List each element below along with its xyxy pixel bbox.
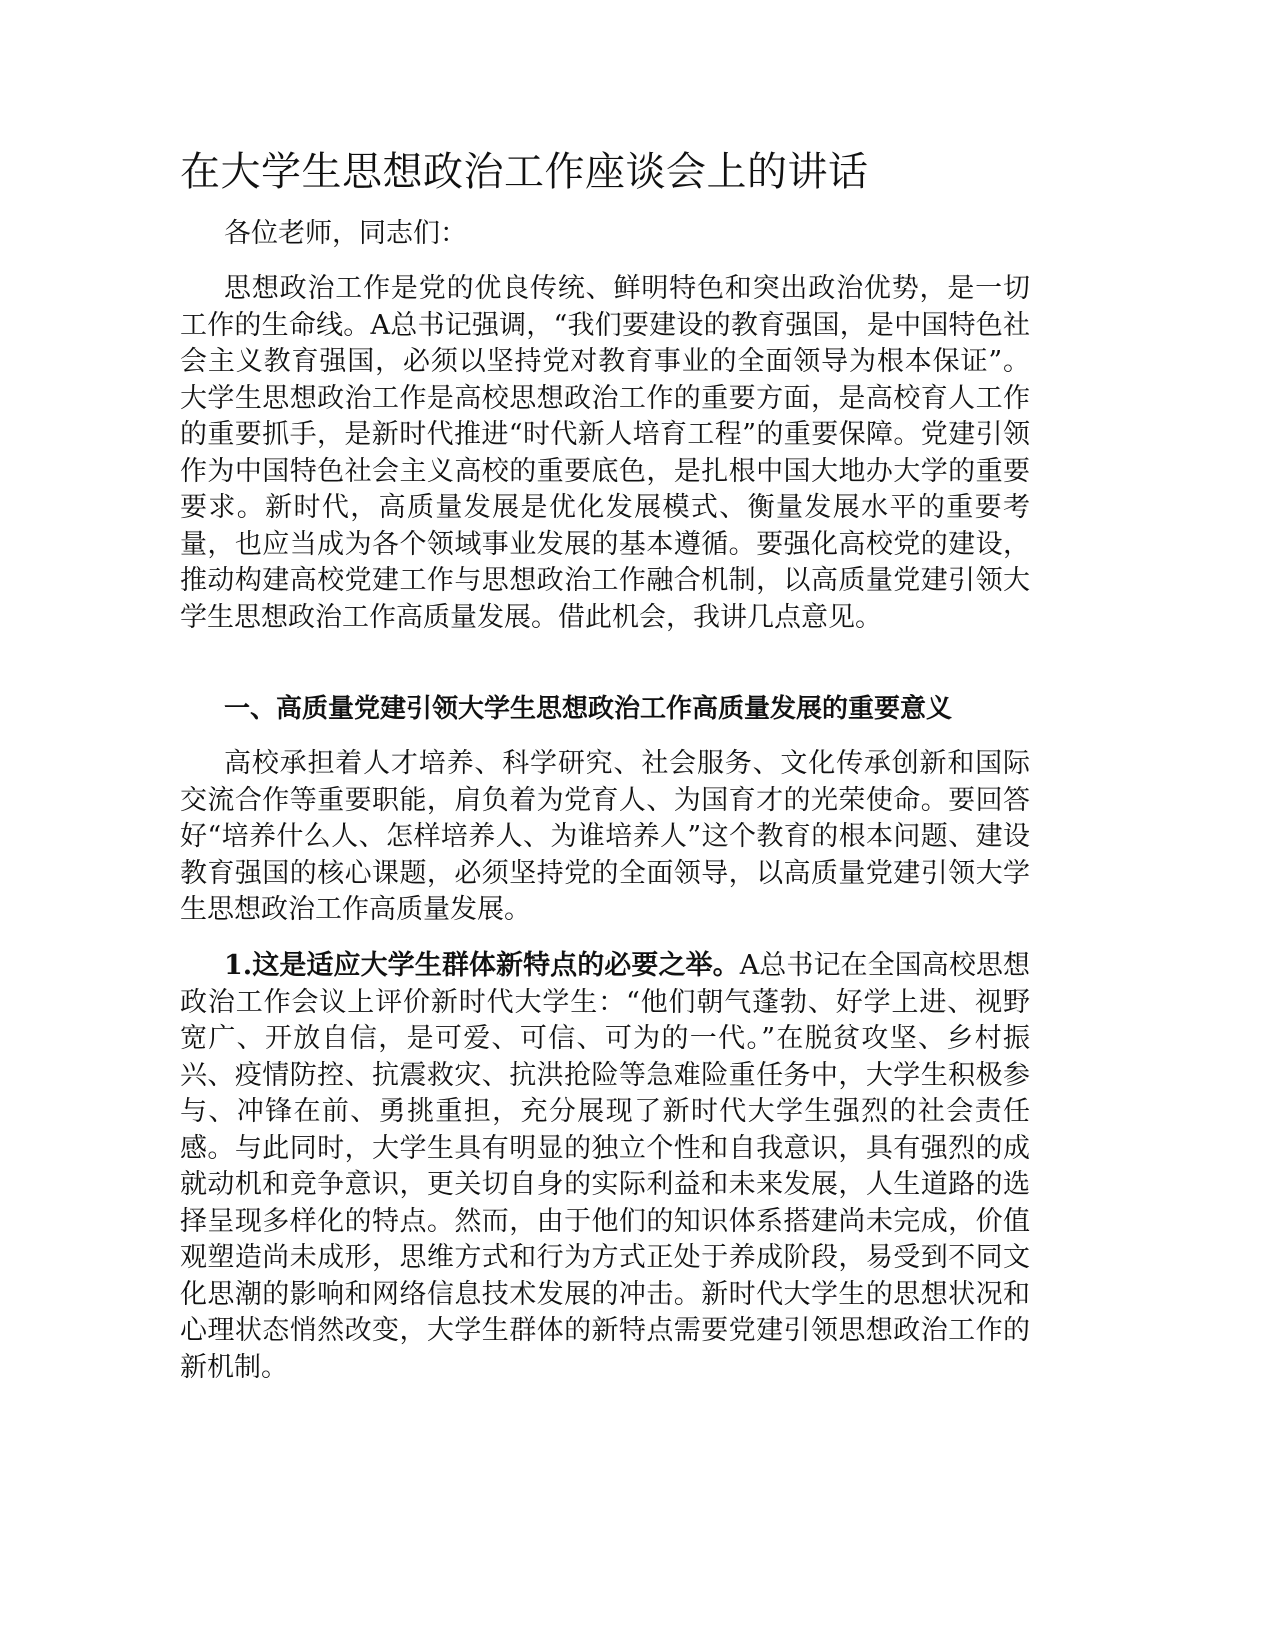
section-heading-1: 一、高质量党建引领大学生思想政治工作高质量发展的重要意义 bbox=[224, 694, 953, 724]
document-title: 在大学生思想政治工作座谈会上的讲话 bbox=[180, 149, 869, 195]
paragraph-lead-sentence: 1.这是适应大学生群体新特点的必要之举。 bbox=[224, 950, 740, 981]
body-paragraph-1: 思想政治工作是党的优良传统、鲜明特色和突出政治优势，是一切工作的生命线。A总书记强调，“我们要建设的教育强国，是中国特色社会主义教育强国，必须以坚持党对教育事业的全面领导为根本保证”。大学生思想政治工作是高校思想政治工作的重要方面，是高校育人工作的重要抓手，是新时代推进“时代新人培育工程”的重要保障。党建引领作为中国特色社会主义高校的重要底色，是扎根中国大地办大学的重要要求。新时代，高质量发展是优化发展模式、衡量发展水平的重要考量，也应当成为各个领域事业发展的基本遵循。要强化高校党的建设，推动构建高校党建工作与思想政治工作融合机制，以高质量党建引领大学生思想政治工作高质量发展。借此机会，我讲几点意见。 bbox=[180, 273, 1030, 633]
paragraph-body-text: A总书记在全国高校思想政治工作会议上评价新时代大学生：“他们朝气蓬勃、好学上进、视野宽广、开放自信，是可爱、可信、可为的一代。”在脱贫攻坚、乡村振兴、疫情防控、抗震救灾、抗洪抢险等急难险重任务中，大学生积极参与、冲锋在前、勇挑重担，充分展现了新时代大学生强烈的社会责任感。与此同时，大学生具有明显的独立个性和自我意识，具有强烈的成就动机和竞争意识，更关切自身的实际利益和未来发展，人生道路的选择呈现多样化的特点。然而，由于他们的知识体系搭建尚未完成，价值观塑造尚未成形，思维方式和行为方式正处于养成阶段，易受到不同文化思潮的影响和网络信息技术发展的冲击。新时代大学生的思想状况和心理状态悄然改变，大学生群体的新特点需要党建引领思想政治工作的新机制。 bbox=[180, 950, 1030, 1383]
salutation: 各位老师，同志们： bbox=[224, 218, 467, 249]
body-paragraph-3 bbox=[180, 948, 1030, 1386]
body-paragraph-2: 高校承担着人才培养、科学研究、社会服务、文化传承创新和国际交流合作等重要职能，肩负着为党育人、为国育才的光荣使命。要回答好“培养什么人、怎样培养人、为谁培养人”这个教育的根本问题、建设教育强国的核心课题，必须坚持党的全面领导，以高质量党建引领大学生思想政治工作高质量发展。 bbox=[180, 748, 1030, 925]
